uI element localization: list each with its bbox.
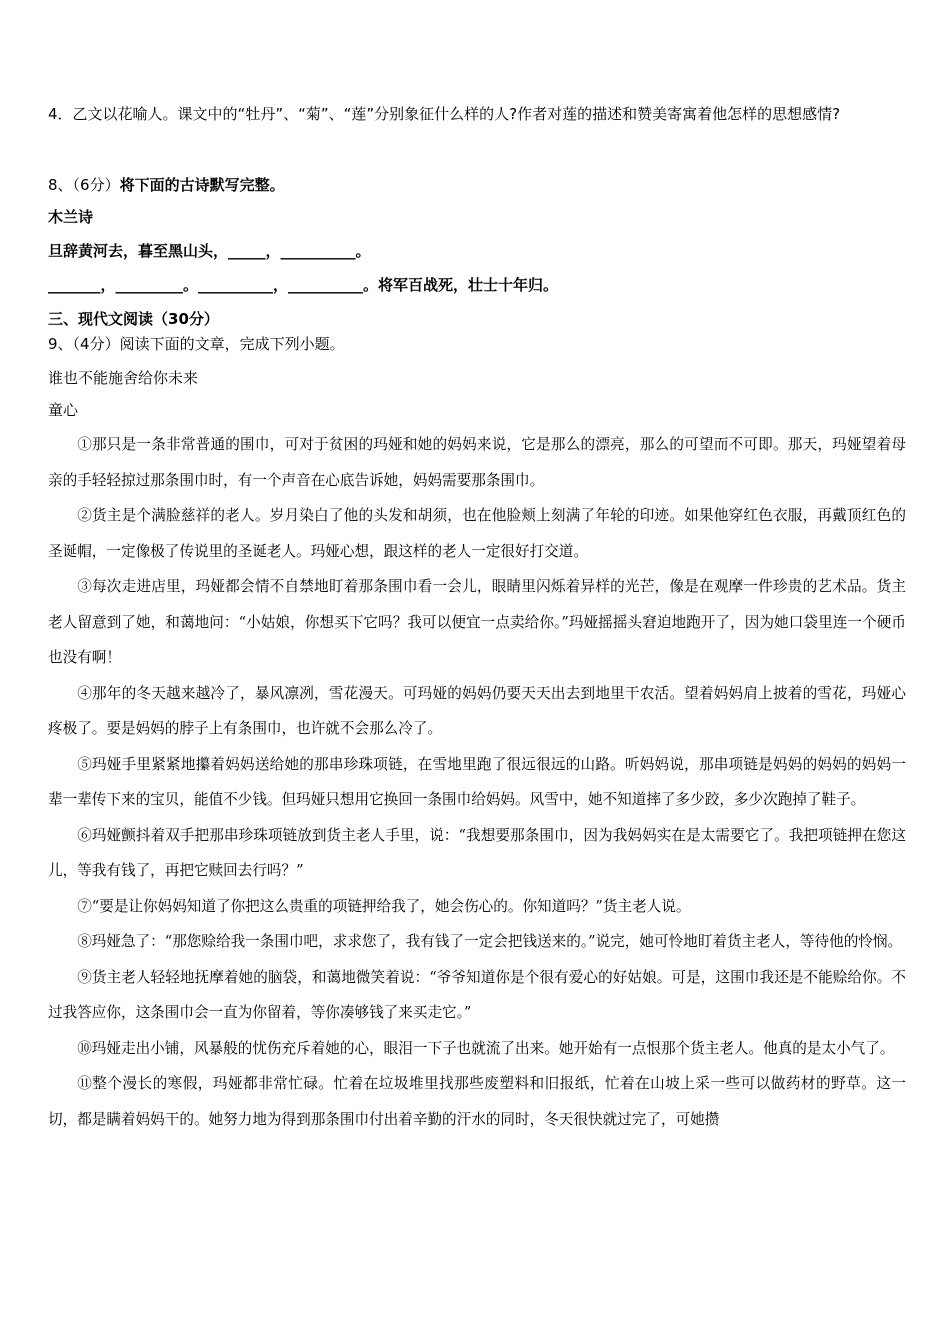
question-4 [48,96,908,132]
story-paragraph-3: ③每次走进店里，玛娅都会情不自禁地盯着那条围巾看一会儿，眼睛里闪烁着异样的光芒，像是在观摩一件珍贵的艺术品。货主老人留意到了她，和蔼地问：“小姑娘，你想买下它吗？我可以便宜一点卖给你。”玛娅摇摇头窘迫地跑开了，因为她口袋里连一个硬币也没有啊！ [48,578,906,666]
story-paragraph-2: ②货主是个满脸慈祥的老人。岁月染白了他的头发和胡须，也在他脸颊上刻满了年轮的印迹。如果他穿红色衣服，再戴顶红色的圣诞帽，一定像极了传说里的圣诞老人。玛娅心想，跟这样的老人一定很好打交道。 [48,507,906,560]
question-8-instruction: 将下面的古诗默写完整。 [119,176,285,194]
story-paragraph-1: ①那只是一条非常普通的围巾，可对于贫困的玛娅和她的妈妈来说，它是那么的漂亮，那么的可望而不可即。那天，玛娅望着母亲的手轻轻掠过那条围巾时，有一个声音在心底告诉她，妈妈需要那条围巾。 [48,436,906,489]
question-4-text: 4．乙文以花喻人。课文中的“牡丹”、“菊”、“莲”分别象征什么样的人?作者对莲的描述和赞美寄寓着他怎样的思想感情? [48,105,841,123]
question-9-instruction: 阅读下面的文章，完成下列小题。 [119,335,345,353]
story-title: 谁也不能施舍给你未来 [48,369,199,387]
question-9-number: 9、 [48,335,73,353]
story-paragraph-8: ⑧玛娅急了：“那您赊给我一条围巾吧，求求您了，我有钱了一定会把钱送来的。”说完，她可怜地盯着货主老人，等待他的怜悯。 [77,933,903,950]
story-paragraph-6: ⑥玛娅颤抖着双手把那串珍珠项链放到货主老人手里，说：“我想要那条围巾，因为我妈妈实在是太需要它了。我把项链押在您这儿，等我有钱了，再把它赎回去行吗？” [48,826,906,879]
question-8-score: （6分） [72,176,120,194]
poem-title: 木兰诗 [48,208,94,226]
question-8-header [48,174,908,196]
story-paragraph-9: ⑨货主老人轻轻地抚摩着她的脑袋，和蔼地微笑着说：“爷爷知道你是个很有爱心的好姑娘。可是，这围巾我还是不能赊给你。不过我答应你，这条围巾会一直为你留着，等你凑够钱了来买走它。” [48,968,906,1021]
question-8-number: 8、 [48,176,73,194]
story-paragraph-5: ⑤玛娅手里紧紧地攥着妈妈送给她的那串珍珠项链，在雪地里跑了很远很远的山路。听妈妈说，那串项链是妈妈的妈妈的妈妈一辈一辈传下来的宝贝，能值不少钱。但玛娅只想用它换回一条围巾给妈妈。风雪中，她不知道摔了多少跤，多少次跑掉了鞋子。 [48,755,906,808]
question-9-header [48,333,908,355]
question-9-score: （4分） [72,335,120,353]
story-paragraph-11: ⑪整个漫长的寒假，玛娅都非常忙碌。忙着在垃圾堆里找那些废塑料和旧报纸，忙着在山坡上采一些可以做药材的野草。这一切，都是瞒着妈妈干的。她努力地为得到那条围巾付出着辛勤的汗水的同时，冬天很快就过完了，可她攒 [48,1075,906,1128]
story-body [48,427,906,1257]
poem-line-1: 旦辞黄河去，暮至黑山头，_____，__________。 [48,242,371,260]
story-author: 童心 [48,401,79,419]
poem-line-2: _______，_________。__________，__________。将军百战死，壮士十年归。 [48,276,559,294]
story-paragraph-4: ④那年的冬天越来越冷了，暴风凛冽，雪花漫天。可玛娅的妈妈仍要天天出去到地里干农活。望着妈妈肩上披着的雪花，玛娅心疼极了。要是妈妈的脖子上有条围巾，也许就不会那么冷了。 [48,684,906,737]
story-paragraph-10: ⑩玛娅走出小铺，风暴般的忧伤充斥着她的心，眼泪一下子也就流了出来。她开始有一点恨那个货主老人。他真的是太小气了。 [77,1039,895,1057]
section-3-heading: 三、现代文阅读（30分） [48,310,219,328]
story-paragraph-7: ⑦“要是让你妈妈知道了你把这么贵重的项链押给我了，她会伤心的。你知道吗？”货主老人说。 [77,897,691,915]
